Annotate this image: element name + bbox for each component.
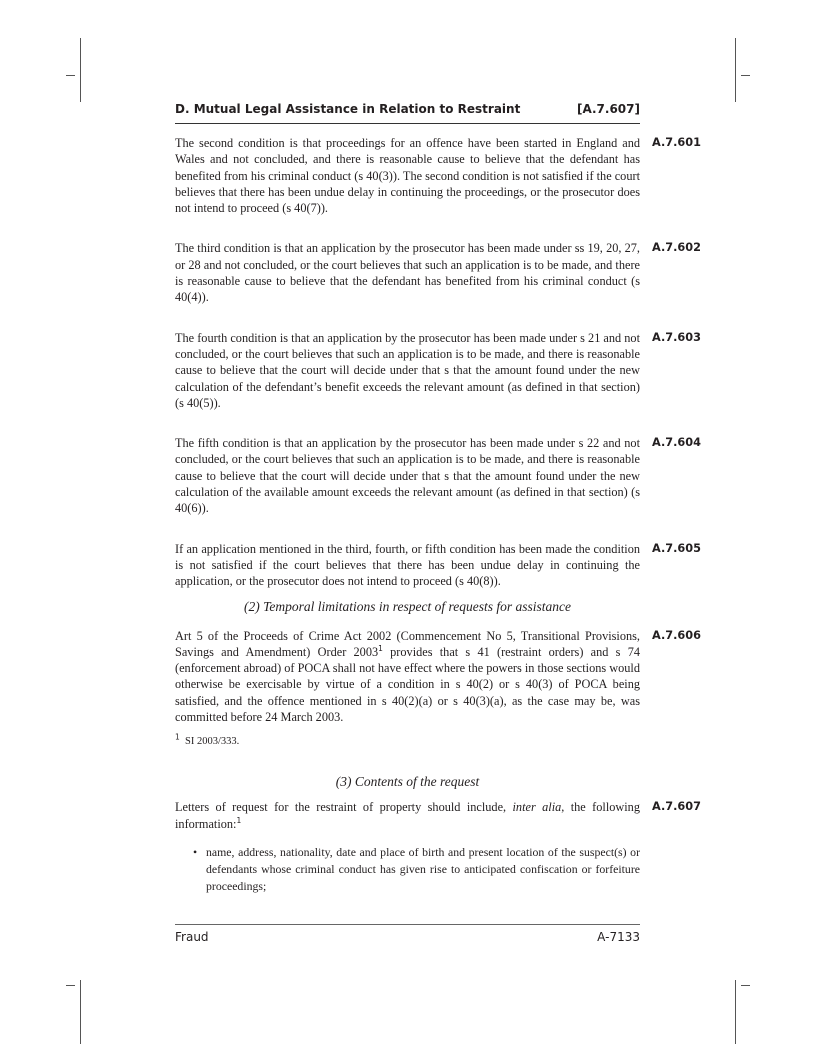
margin-ref: A.7.605 — [652, 541, 701, 555]
header-title: D. Mutual Legal Assistance in Relation to Restraint — [175, 102, 521, 116]
footnote — [175, 732, 640, 749]
header-ref: [A.7.607] — [577, 102, 640, 116]
footnote-text: SI 2003/333. — [185, 736, 240, 748]
footer-title: Fraud — [175, 930, 209, 944]
paragraph-a7607 — [175, 799, 701, 832]
text: Art 5 of the Proceeds of Crime Act 2002 (Commencement No 5, Transitional Provisions, Savings and Amendment) Order 2003 — [175, 628, 640, 659]
crop-mark — [735, 38, 736, 102]
paragraph-text: The fourth condition is that an application by the prosecutor has been made under s 21 and not concluded, or the court believes that such an application is to be made, and there is reasonable cause to believe that the court will decide under that s that the amount found under the new calculation of the defendant’s benefit exceeds the relevant amount (as defined in that section) (s 40(5)). — [175, 330, 640, 410]
paragraph-a7606 — [175, 628, 701, 726]
paragraph-a7601 — [175, 135, 701, 216]
crop-mark — [66, 75, 75, 76]
bullet-text: name, address, nationality, date and place of birth and present location of the suspect(s) or defendants whose criminal conduct has given rise to anticipated confiscation or forfeiture proceedings; — [206, 844, 640, 893]
margin-ref: A.7.601 — [652, 136, 701, 149]
footnote-ref[interactable]: 1 — [378, 643, 383, 653]
crop-mark — [735, 980, 736, 1044]
paragraph-text: The second condition is that proceedings for an offence have been started in England and Wales and not concluded, and there is reasonable cause to believe that the defendant has benefited from his criminal conduct (s 40(3)). The second condition is not satisfied if the court believes that there has been undue delay in continuing the proceedings, or the prosecutor does not intend to proceed (s 40(7)). — [175, 136, 640, 216]
footnote-number: 1 — [175, 732, 180, 742]
margin-ref: A.7.604 — [652, 436, 701, 450]
section-heading-3: (3) Contents of the request — [335, 774, 480, 790]
margin-ref: A.7.607 — [652, 800, 701, 814]
crop-mark — [80, 980, 81, 1044]
footer-rule — [175, 924, 640, 925]
margin-ref: A.7.603 — [652, 330, 701, 344]
body-text — [175, 135, 701, 895]
italic-text: inter alia — [512, 800, 562, 815]
footnote-ref[interactable]: 1 — [236, 815, 242, 825]
text: , the following information: — [175, 800, 640, 831]
running-footer — [175, 930, 640, 944]
paragraph-a7604 — [175, 435, 701, 516]
crop-mark — [741, 75, 750, 76]
crop-mark — [66, 985, 75, 986]
running-header — [175, 102, 640, 116]
bullet-item — [193, 844, 640, 895]
paragraph-a7603 — [175, 330, 701, 411]
paragraph-a7602 — [175, 240, 701, 305]
header-rule — [175, 123, 640, 124]
margin-ref: A.7.602 — [652, 241, 701, 255]
paragraph-text: If an application mentioned in the third, fourth, or fifth condition has been made the condition is not satisfied if the court believes that there has been undue delay in continuing the application, or the prosecutor does not intend to proceed (s 40(8)). — [175, 541, 640, 589]
crop-mark — [741, 985, 750, 986]
bullet-icon: • — [193, 844, 198, 859]
paragraph-text: The third condition is that an application by the prosecutor has been made under ss 19, 20, 27, or 28 and not concluded, or the court believes that such an application is to be made, and there is reasonable cause to believe that the defendant has benefited from his criminal conduct (s 40(4)). — [175, 241, 640, 305]
paragraph-text: The fifth condition is that an application by the prosecutor has been made under s 22 and not concluded, or the court believes that such an application is to be made, and there is reasonable cause to believe that the court will decide under that s that the amount found under the new calculation of the available amount exceeds the relevant amount (as defined in that section) (s 40(6)). — [175, 436, 640, 516]
text: provides that s 41 (restraint orders) and s 74 (enforcement abroad) of POCA shall not have effect where the powers in those sections would otherwise be exercisable by virtue of a condition in s 40(2) or s 40(3) of POCA being satisfied, and the offence mentioned in s 40(2)(a) or s 40(3)(a), as the case may be, was committed before 24 March 2003. — [175, 644, 640, 725]
text: Letters of request for the restraint of property should include, — [175, 800, 513, 815]
page-number: A-7133 — [597, 930, 640, 944]
section-heading-2: (2) Temporal limitations in respect of requests for assistance — [244, 598, 571, 614]
margin-ref: A.7.606 — [652, 628, 701, 642]
crop-mark — [80, 38, 81, 102]
paragraph-a7605 — [175, 541, 701, 590]
